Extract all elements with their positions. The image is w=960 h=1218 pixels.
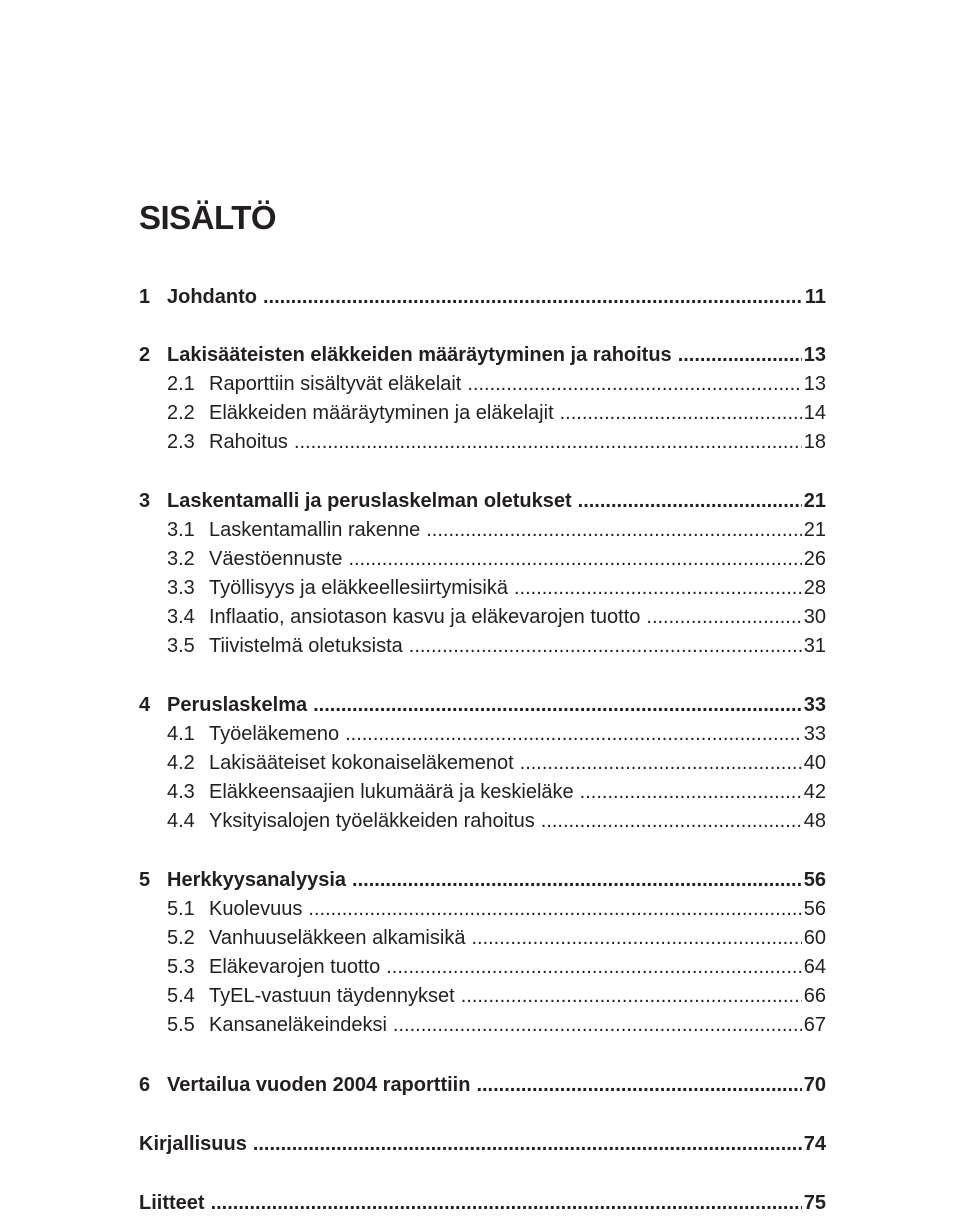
entry-page-number: 21 [803,519,826,541]
toc-chapter-entry[interactable] [139,340,826,370]
entry-number: 4 [139,694,151,716]
toc-section-entry[interactable] [139,573,826,603]
entry-page-number: 14 [803,402,826,424]
entry-label: Inflaatio, ansiotason kasvu ja eläkevarojen tuotto [209,606,641,628]
entry-number: 5.4 [167,985,195,1007]
entry-label: Johdanto [167,286,257,308]
entry-label: Lakisääteiset kokonaiseläkemenot [209,752,514,774]
dot-leader [461,981,802,1011]
entry-page-number: 48 [803,810,826,832]
dot-leader [578,486,802,516]
entry-label: Rahoitus [209,431,288,453]
dot-leader [294,427,802,457]
entry-label: Lakisääteisten eläkkeiden määräytyminen ja rahoitus [167,344,672,366]
entry-page-number: 33 [803,723,826,745]
entry-number: 3.3 [167,577,195,599]
dot-leader [386,952,802,982]
toc-section-entry[interactable] [139,602,826,632]
entry-label: Eläkkeiden määräytyminen ja eläkelajit [209,402,554,424]
entry-number: 2.2 [167,402,195,424]
toc-section-entry[interactable] [139,806,826,836]
entry-label: Kansaneläkeindeksi [209,1014,387,1036]
entry-label: Yksityisalojen työeläkkeiden rahoitus [209,810,535,832]
dot-leader [467,369,801,399]
toc-section-entry[interactable] [139,369,826,399]
dot-leader [348,544,801,574]
dot-leader [409,631,802,661]
dot-leader [426,515,802,545]
toc-section-entry[interactable] [139,777,826,807]
entry-label: Työeläkemeno [209,723,340,745]
dot-leader [580,777,802,807]
entry-label: TyEL-vastuun täydennykset [209,985,455,1007]
dot-leader [476,1070,801,1100]
entry-page-number: 31 [803,635,826,657]
toc-chapter-entry[interactable] [139,1188,826,1218]
dot-leader [352,865,802,895]
entry-label: Vanhuuseläkkeen alkamisikä [209,927,466,949]
dot-leader [560,398,802,428]
entry-number: 4.1 [167,723,195,745]
toc-section-entry[interactable] [139,544,826,574]
entry-number: 3 [139,490,151,512]
dot-leader [514,573,802,603]
toc-chapter-entry[interactable] [139,1070,826,1100]
entry-number: 3.1 [167,519,195,541]
entry-number: 3.2 [167,548,195,570]
entry-number: 2.3 [167,431,195,453]
entry-number: 4.4 [167,810,195,832]
dot-leader [678,340,802,370]
entry-number: 2 [139,344,151,366]
entry-label: Peruslaskelma [167,694,308,716]
dot-leader [313,690,802,720]
toc-section-entry[interactable] [139,952,826,982]
toc-chapter-entry[interactable] [139,486,826,516]
entry-page-number: 33 [803,694,826,716]
page-title: SISÄLTÖ [139,199,277,236]
entry-page-number: 40 [803,752,826,774]
entry-number: 1 [139,286,151,308]
entry-label: Kirjallisuus [139,1133,247,1155]
entry-label: Vertailua vuoden 2004 raporttiin [167,1074,471,1096]
entry-label: Työllisyys ja eläkkeellesiirtymisikä [209,577,508,599]
entry-label: Laskentamalli ja peruslaskelman oletukset [167,490,572,512]
entry-page-number: 66 [803,985,826,1007]
dot-leader [393,1010,802,1040]
entry-label: Liitteet [139,1192,205,1214]
dot-leader [345,719,802,749]
toc-section-entry[interactable] [139,923,826,953]
entry-label: Herkkyysanalyysia [167,869,347,891]
toc-section-entry[interactable] [139,427,826,457]
entry-label: Eläkkeensaajien lukumäärä ja keskieläke [209,781,574,803]
entry-page-number: 21 [803,490,826,512]
entry-number: 2.1 [167,373,195,395]
dot-leader [263,282,803,312]
toc-section-entry[interactable] [139,981,826,1011]
dot-leader [253,1129,802,1159]
entry-page-number: 67 [803,1014,826,1036]
toc-section-entry[interactable] [139,398,826,428]
toc-section-entry[interactable] [139,719,826,749]
toc-section-entry[interactable] [139,515,826,545]
entry-number: 5.3 [167,956,195,978]
entry-label: Kuolevuus [209,898,303,920]
toc-chapter-entry[interactable] [139,690,826,720]
toc-section-entry[interactable] [139,631,826,661]
entry-page-number: 56 [803,898,826,920]
toc-chapter-entry[interactable] [139,865,826,895]
entry-page-number: 74 [803,1133,826,1155]
entry-page-number: 56 [803,869,826,891]
dot-leader [471,923,801,953]
entry-page-number: 11 [804,286,826,308]
dot-leader [646,602,801,632]
entry-number: 5.5 [167,1014,195,1036]
entry-page-number: 64 [803,956,826,978]
entry-label: Eläkevarojen tuotto [209,956,381,978]
entry-page-number: 13 [803,344,826,366]
dot-leader [308,894,801,924]
dot-leader [520,748,802,778]
entry-page-number: 30 [803,606,826,628]
toc-section-entry[interactable] [139,748,826,778]
entry-page-number: 60 [803,927,826,949]
entry-label: Raporttiin sisältyvät eläkelait [209,373,462,395]
entry-number: 5.1 [167,898,195,920]
dot-leader [211,1188,802,1218]
toc-section-entry[interactable] [139,894,826,924]
entry-page-number: 18 [803,431,826,453]
entry-page-number: 70 [803,1074,826,1096]
entry-number: 3.4 [167,606,195,628]
table-of-contents [139,0,826,1215]
entry-label: Laskentamallin rakenne [209,519,421,541]
toc-section-entry[interactable] [139,1010,826,1040]
entry-page-number: 42 [803,781,826,803]
entry-label: Väestöennuste [209,548,343,570]
entry-number: 5 [139,869,151,891]
entry-number: 4.2 [167,752,195,774]
dot-leader [541,806,802,836]
entry-number: 4.3 [167,781,195,803]
entry-page-number: 13 [803,373,826,395]
entry-page-number: 26 [803,548,826,570]
entry-page-number: 75 [803,1192,826,1214]
entry-label: Tiivistelmä oletuksista [209,635,403,657]
entry-page-number: 28 [803,577,826,599]
toc-chapter-entry[interactable] [139,282,826,312]
toc-chapter-entry[interactable] [139,1129,826,1159]
entry-number: 6 [139,1074,151,1096]
entry-number: 3.5 [167,635,195,657]
entry-number: 5.2 [167,927,195,949]
